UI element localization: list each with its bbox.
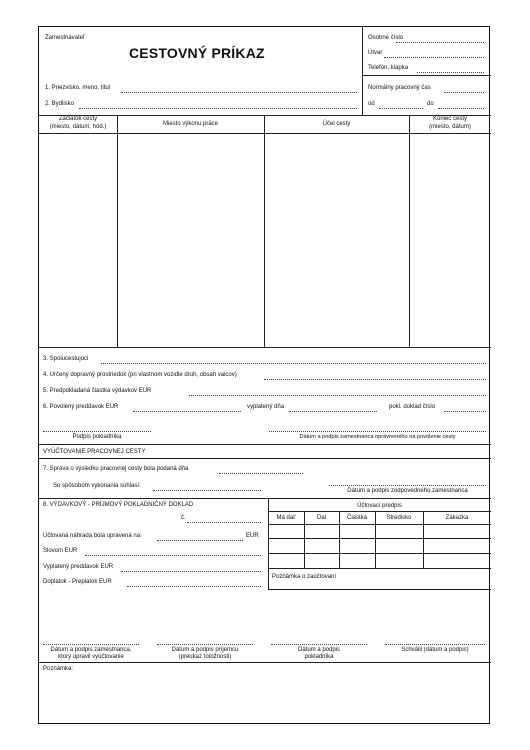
section-divider xyxy=(39,498,491,499)
report-date-field[interactable] xyxy=(219,473,303,474)
table-col-divider xyxy=(409,115,410,347)
accounting-title: Účtovací predpis xyxy=(357,503,402,509)
table-header-line xyxy=(39,133,491,134)
col-trip-end: Koniec cesty xyxy=(432,116,468,122)
agree-field[interactable] xyxy=(153,490,261,491)
estimated-field[interactable] xyxy=(189,395,486,396)
header-divider xyxy=(362,27,363,115)
acc-col-credit: Dal xyxy=(316,515,326,521)
cashier-signature-label: Podpis pokladníka xyxy=(72,434,122,440)
sig-approved-line[interactable] xyxy=(385,644,485,645)
cash-doc-label: pokl. doklad číslo xyxy=(389,404,436,410)
sig-recipient-line[interactable] xyxy=(157,644,253,645)
paid-on-label: vyplatený dňa xyxy=(247,404,285,410)
name-label: 1. Priezvisko, meno, titul xyxy=(45,85,111,91)
responsible-signature-line[interactable] xyxy=(329,485,486,486)
cashier-signature-line[interactable] xyxy=(43,431,151,432)
reimb-label: Účtovaná náhrada bola upravená na: xyxy=(43,533,142,539)
section-divider xyxy=(39,444,491,445)
surcharge-field[interactable] xyxy=(127,586,261,587)
accounting-line xyxy=(268,538,491,539)
address-field[interactable] xyxy=(79,108,357,109)
employer-label: Zamestnávateľ xyxy=(45,35,85,41)
acc-col-amount: Čiastka xyxy=(346,515,367,521)
sig-recipient-label-sub: (preukaz totožnosti) xyxy=(178,654,232,660)
estimated-label: 5. Predpokladaná čiastka výdavkov EUR xyxy=(43,388,152,394)
responsible-signature-label: Dátum a podpis zodpovedného zamestnanca xyxy=(347,488,468,494)
to-field[interactable] xyxy=(438,108,484,109)
from-label: od xyxy=(368,101,375,107)
accounting-note-label: Poznámka o zaúčtovaní xyxy=(272,574,337,580)
to-label: do xyxy=(427,101,434,107)
section-divider xyxy=(39,662,491,663)
department-label: Útvar xyxy=(368,50,383,56)
acc-col-debit: Má dať xyxy=(276,515,296,521)
footer-note-area[interactable] xyxy=(79,666,487,718)
from-field[interactable] xyxy=(379,108,423,109)
authorized-signature-line[interactable] xyxy=(269,431,486,432)
reimb-currency: EUR xyxy=(246,533,259,539)
phone-field[interactable] xyxy=(417,72,484,73)
voucher-number-label: č. xyxy=(181,515,186,521)
travel-order-form xyxy=(38,26,490,724)
form-title: CESTOVNÝ PRÍKAZ xyxy=(129,45,265,61)
words-field[interactable] xyxy=(85,555,261,556)
companions-field[interactable] xyxy=(101,363,486,364)
accounting-note-bottom xyxy=(268,589,491,590)
accounting-line xyxy=(268,524,491,525)
acc-col-order: Zákazka xyxy=(445,515,469,521)
surcharge-label: Doplatok - Preplatok EUR xyxy=(43,579,112,585)
paid-advance-field[interactable] xyxy=(121,571,261,572)
cash-doc-field[interactable] xyxy=(444,411,486,412)
phone-label: Telefón, klapka xyxy=(368,65,409,71)
report-label: 7. Správa o výsledku pracovnej cesty bola podaná dňa xyxy=(43,466,189,472)
acc-col-center: Stredisko xyxy=(386,515,412,521)
paid-on-field[interactable] xyxy=(289,411,377,412)
advance-label: 6. Povolený preddavok EUR xyxy=(43,404,119,410)
col-trip-start: Začiatok cesty xyxy=(58,116,98,122)
authorized-signature-label: Dátum a podpis zamestnanca oprávneného na povolenie cesty xyxy=(299,434,456,440)
sig-cashier-label-sub: pokladníka xyxy=(304,654,334,660)
agree-label: So spôsobom vykonania súhlasí: xyxy=(53,483,141,489)
reimb-field[interactable] xyxy=(157,540,243,541)
accounting-line xyxy=(268,553,491,554)
words-label: Slovom EUR xyxy=(43,548,78,554)
personal-number-label: Osobné číslo xyxy=(368,35,404,41)
col-trip-end-sub: (miesto, dátum) xyxy=(429,124,471,130)
col-purpose: Účel cesty xyxy=(322,121,351,127)
sig-adjusted-label: Dátum a podpis zamestnanca, xyxy=(50,647,132,653)
normal-hours-label: Normálny pracovný čas xyxy=(368,85,431,91)
name-field[interactable] xyxy=(121,92,357,93)
personal-number-field[interactable] xyxy=(396,42,484,43)
sig-adjusted-label-sub: ktorý upravil vyúčtovanie xyxy=(58,654,124,660)
col-trip-start-sub: (miesto, dátum, hod.) xyxy=(49,124,107,130)
sig-approved-label: Schválil (dátum a podpis) xyxy=(401,647,469,653)
settlement-heading: VYÚČTOVANIE PRACOVNEJ CESTY xyxy=(43,449,146,455)
department-field[interactable] xyxy=(384,57,484,58)
table-col-divider xyxy=(117,115,118,347)
settlement-heading-line xyxy=(39,458,491,459)
sig-adjusted-line[interactable] xyxy=(43,644,139,645)
sig-cashier-label: Dátum a podpis xyxy=(297,647,341,653)
accounting-line xyxy=(268,511,491,512)
table-bottom-line xyxy=(39,347,491,348)
companions-label: 3. Spolucestujúci xyxy=(43,356,89,362)
voucher-number-field[interactable] xyxy=(187,522,261,523)
transport-label: 4. Určený dopravný prostriedok (pri vlastnom vozidle druh, obsah valcov) xyxy=(43,372,237,378)
col-work-place: Miesto výkonu práce xyxy=(162,121,219,127)
transport-field[interactable] xyxy=(264,379,486,380)
advance-field[interactable] xyxy=(133,411,241,412)
table-col-divider xyxy=(264,115,265,347)
sig-cashier-line[interactable] xyxy=(271,644,367,645)
paid-advance-label: Vyplatený preddavok EUR xyxy=(43,564,114,570)
address-label: 2. Bydlisko xyxy=(45,101,75,107)
header-separator xyxy=(362,75,491,76)
normal-hours-field[interactable] xyxy=(444,92,484,93)
sig-recipient-label: Dátum a podpis príjemcu xyxy=(171,647,239,653)
footer-note-label: Poznámka: xyxy=(43,666,74,672)
voucher-heading: 8. VÝDAVKOVÝ - PRÍJMOVÝ POKLADNIČNÝ DOKLAD xyxy=(43,502,194,508)
accounting-line xyxy=(268,568,491,569)
